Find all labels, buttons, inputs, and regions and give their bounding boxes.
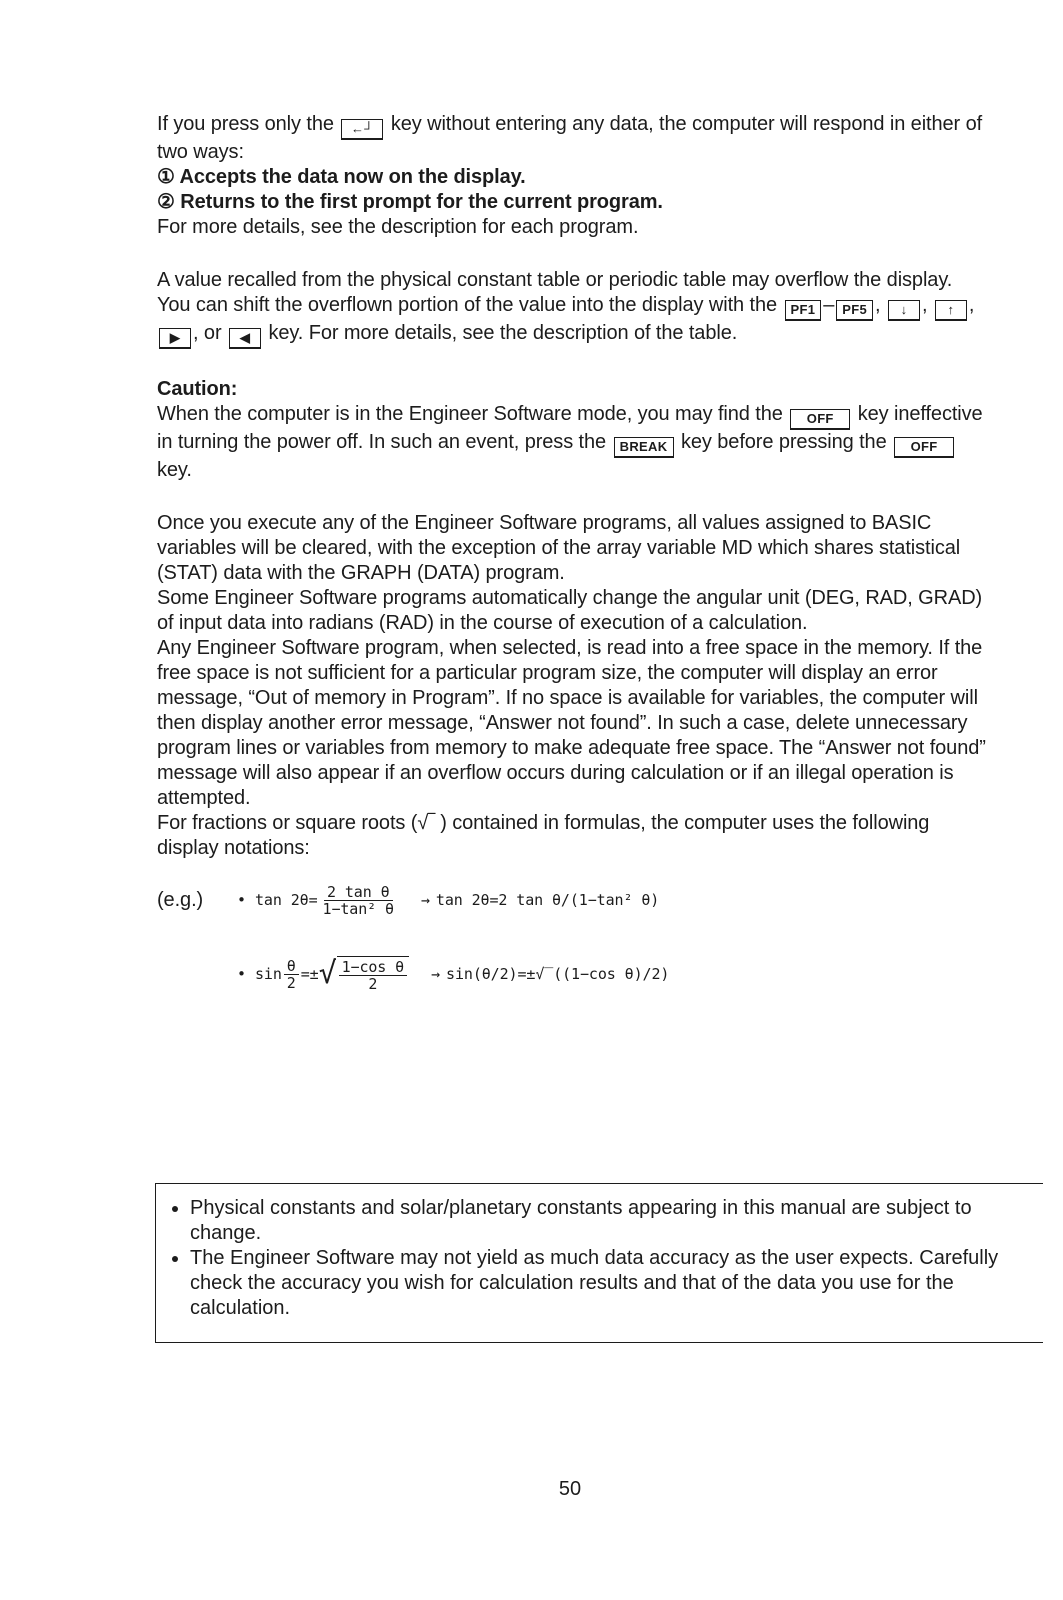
bullet-icon: • (237, 964, 246, 983)
sin-notation: sin(θ/2)=±√‾((1−cos θ)/2) (446, 964, 670, 983)
half-angle-fraction: $\frac{\theta}{2}$ (284, 958, 299, 991)
arrow-right-icon: → (420, 890, 430, 909)
notice-item: • Physical constants and solar/planetary constants appearing in this manual are subject to change. (190, 1196, 1043, 1246)
up-arrow-key-icon: ↑ (935, 300, 967, 321)
pf5-key-icon: PF5 (836, 300, 873, 321)
tan-notation: tan 2θ=2 tan θ/(1−tan² θ) (435, 890, 660, 909)
enter-key-section (157, 112, 987, 240)
overflow-section (157, 268, 987, 349)
caution-paragraph: When the computer is in the Engineer Software mode, you may find the OFF key ineffective in turning the power off. In such an event, press the BREAK key before pressing the OFF key. (157, 403, 983, 481)
example-tan: (e.g.) • tan 2θ= $\frac{\text{2 tan θ}}{\text{1−tan² θ}}$ → tan 2θ=2 tan θ/(1−tan² θ) (157, 882, 660, 918)
memory-paragraph: Any Engineer Software program, when selected, is read into a free space in the memory. If the free space is not sufficient for a particular program size, the computer will display an error message, “Out of memory in Program”. If no space is available for variables, the computer will then display another error message, “Answer not found”. In such a case, delete unnecessary program lines or variables from memory to make adequate free space. The “Answer not found” message will also appear if an overflow occurs during calculation or if an illegal operation is attempted. (157, 637, 986, 809)
example-sin: • sin $\frac{\theta}{2}$ =± √ $\frac{\text{1−cos θ}}{2}$ → sin(θ/2)=±√‾((1−cos θ)/2) (237, 956, 670, 993)
cos-fraction: $\frac{\text{1−cos θ}}{2}$ (339, 959, 408, 992)
angular-unit-paragraph: Some Engineer Software programs automatically change the angular unit (DEG, RAD, GRAD) of input data into radians (RAD) in the course of execution of a calculation. (157, 587, 983, 634)
arrow-right-icon: → (431, 964, 441, 983)
enter-key-icon: ←┘ (341, 119, 383, 140)
pf1-key-icon: PF1 (785, 300, 822, 321)
page-number: 50 (558, 1478, 582, 1500)
off-key-icon: OFF (894, 437, 954, 458)
notice-item: • The Engineer Software may not yield as much data accuracy as the user expects. Carefully check the accuracy you wish for calculation results and that of the data you use for the calculation. (190, 1246, 1043, 1321)
square-root (319, 956, 409, 992)
radical-icon: √ (318, 956, 337, 991)
bullet-icon: • (237, 890, 246, 909)
notice-list (168, 1196, 1043, 1321)
caution-heading: Caution: (157, 378, 238, 400)
off-key-icon: OFF (790, 409, 850, 430)
overflow-paragraph: A value recalled from the physical constant table or periodic table may overflow the display. You can shift the overflown portion of the value into the display with the PF1 – PF5 , ↓ , ↑ , ▶ , or ◀ key. For more details, see the description of the table. (157, 268, 987, 349)
option-accepts-data: ① Accepts the data now on the display. (157, 166, 526, 188)
left-arrow-key-icon: ◀ (229, 328, 261, 349)
tan-fraction: $\frac{\text{2 tan θ}}{\text{1−tan² θ}}$ (322, 882, 394, 918)
notice-box (155, 1183, 1043, 1343)
option-returns-first-prompt: ② Returns to the first prompt for the current program. (157, 191, 663, 213)
right-arrow-key-icon: ▶ (159, 328, 191, 349)
break-key-icon: BREAK (614, 437, 674, 458)
enter-key-paragraph: If you press only the ←┘ key without entering any data, the computer will respond in either of two ways: (157, 113, 983, 163)
notation-paragraph: For fractions or square roots (√‾ ) contained in formulas, the computer uses the following display notations: (157, 812, 930, 859)
down-arrow-key-icon: ↓ (888, 300, 920, 321)
basic-variables-paragraph: Once you execute any of the Engineer Software programs, all values assigned to BASIC variables will be cleared, with the exception of the array variable MD which shares statistical (STAT) data with the GRAPH (DATA) program. (157, 512, 961, 584)
examples (157, 877, 987, 997)
caution-section (157, 377, 987, 483)
document-body (157, 112, 987, 997)
details-note: For more details, see the description for each program. (157, 216, 639, 238)
example-label: (e.g.) (157, 888, 204, 911)
